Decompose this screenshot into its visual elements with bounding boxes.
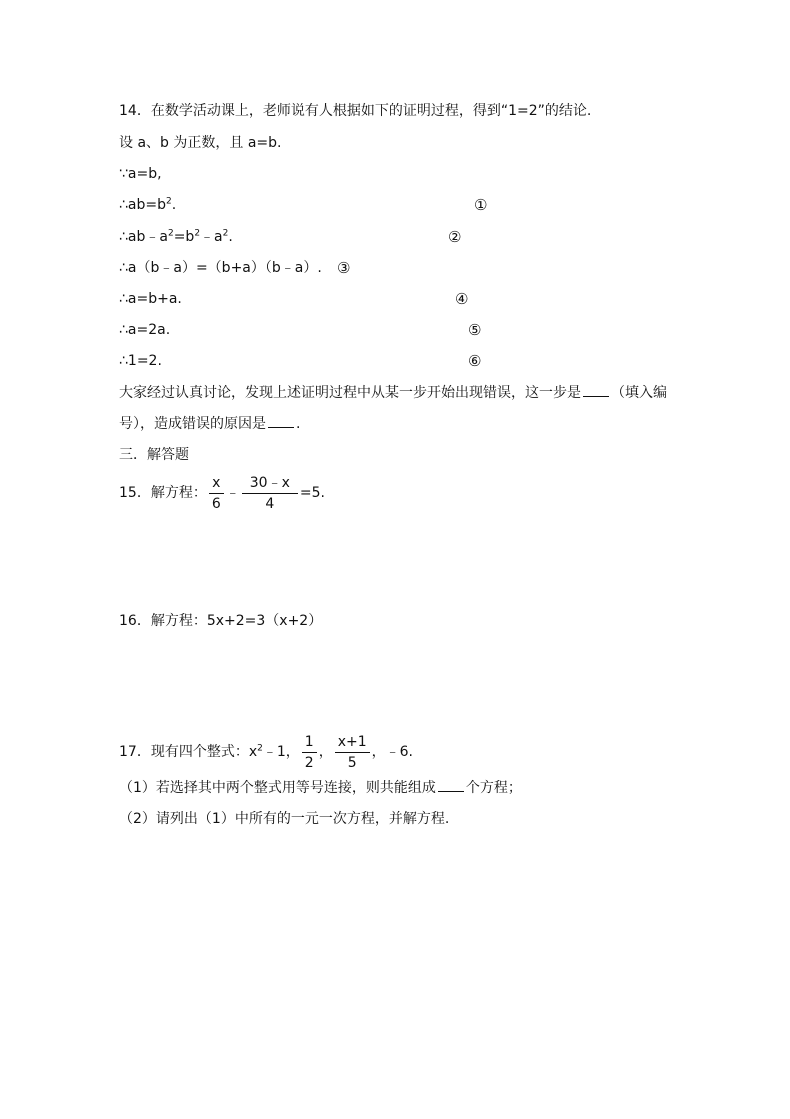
q14-step-6: ∴a=2a.: [119, 322, 171, 338]
q17-part1: （1）若选择其中两个整式用等号连接，则共能组成 个方程；: [119, 780, 522, 796]
step-mark-1: ①: [474, 196, 488, 214]
q16-equation: 16．解方程：5x+2=3（x+2）: [119, 613, 323, 629]
q17-part2: （2）请列出（1）中所有的一元一次方程，并解方程.: [119, 811, 450, 827]
q14-question-line2: 号），造成错误的原因是 .: [119, 416, 301, 432]
step-mark-5: ⑤: [468, 321, 482, 339]
step-mark-2: ②: [448, 228, 462, 246]
answer-blank-step[interactable]: [583, 384, 609, 397]
q14-step-4: ∴a（b﹣a）=（b+a）（b﹣a）.: [119, 260, 322, 276]
fraction-1-over-2: $\frac{1}{2}$: [302, 732, 317, 773]
answer-blank-reason[interactable]: [268, 415, 294, 428]
q17-intro: 17．现有四个整式：$x^2﹣1$， $\frac{1}{2}$ ， $\frac{x+1}{5}$ ，﹣6.: [119, 733, 413, 771]
q14-step-1: ∵a=b,: [119, 166, 162, 182]
step-mark-4: ④: [455, 290, 469, 308]
section-title: 三．解答题: [119, 447, 189, 463]
q14-intro: [119, 101, 591, 121]
q14-setup: 设 a、b 为正数，且 a=b.: [119, 135, 282, 151]
q14-step-3: $\therefore ab﹣a^2=b^2﹣a^2$.: [119, 228, 233, 245]
fraction-x-plus-1-over-5: $\frac{x+1}{5}$: [335, 732, 370, 773]
q14-question-line1: 大家经过认真讨论，发现上述证明过程中从某一步开始出现错误，这一步是 （填入编: [119, 385, 667, 401]
q14-step-2: $\therefore ab=b^2$.: [119, 196, 177, 213]
q14-step-7: ∴1=2.: [119, 353, 162, 369]
q14-step-5: ∴a=b+a.: [119, 291, 182, 307]
fraction-x-over-6: $\frac{x}{6}$: [209, 473, 224, 514]
fraction-30-minus-x-over-4: $\frac{30﹣x}{4}$: [242, 473, 298, 514]
q15-equation: 15．解方程： $\frac{x}{6}$ ﹣ $\frac{30﹣x}{4}$ =5.: [119, 474, 325, 512]
step-mark-3: ③: [337, 259, 351, 277]
q14-intro-text: 14．在数学活动课上，老师说有人根据如下的证明过程，得到“1=2”的结论.: [119, 103, 592, 119]
answer-blank-count[interactable]: [438, 779, 464, 792]
step-mark-6: ⑥: [468, 352, 482, 370]
